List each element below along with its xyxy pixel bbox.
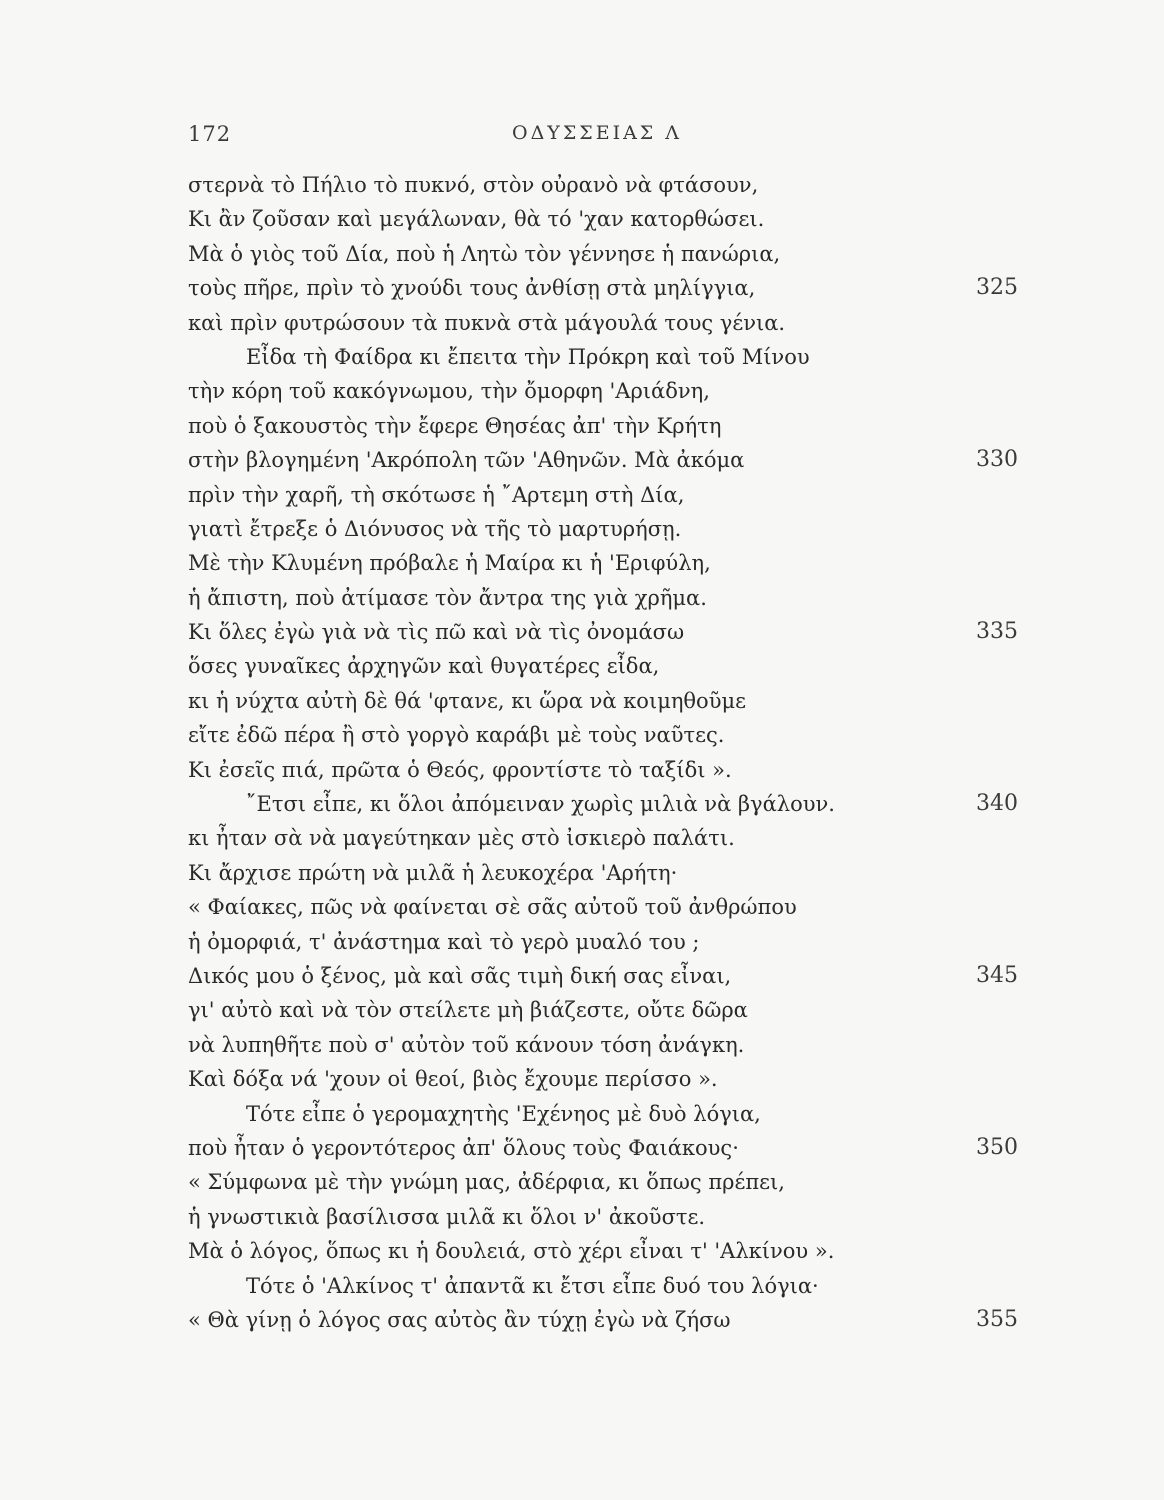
verse-text: γι' αὐτὸ καὶ νὰ τὸν στείλετε μὴ βιάζεστε, οὔτε δῶρα — [188, 998, 748, 1023]
verse-line — [188, 925, 1028, 959]
poem-body — [188, 168, 1028, 1337]
line-number: 340 — [976, 791, 1018, 817]
verse-text: τοὺς πῆρε, πρὶν τὸ χνούδι τους ἀνθίσῃ στὰ μηλίγγια, — [188, 276, 756, 301]
verse-line — [188, 787, 1028, 821]
verse-line — [188, 649, 1028, 683]
verse-line — [188, 1028, 1028, 1062]
verse-text: Εἶδα τὴ Φαίδρα κι ἔπειτα τὴν Πρόκρη καὶ τοῦ Μίνου — [246, 344, 810, 369]
verse-line — [188, 443, 1028, 477]
verse-text: κι ἦταν σὰ νὰ μαγεύτηκαν μὲς στὸ ἰσκιερὸ παλάτι. — [188, 826, 735, 851]
verse-line — [188, 409, 1028, 443]
verse-line — [188, 856, 1028, 890]
verse-line — [188, 1062, 1028, 1096]
verse-text: ἡ γνωστικιὰ βασίλισσα μιλᾶ κι ὅλοι ν' ἀκοῦστε. — [188, 1204, 706, 1229]
verse-line — [188, 1200, 1028, 1234]
verse-line — [188, 271, 1028, 305]
verse-text: ποὺ ὁ ξακουστὸς τὴν ἔφερε Θησέας ἀπ' τὴν Κρήτη — [188, 413, 722, 438]
verse-line — [188, 1234, 1028, 1268]
verse-text: Τότε εἶπε ὁ γερομαχητὴς 'Εχένηος μὲ δυὸ λόγια, — [246, 1101, 761, 1126]
verse-line — [188, 1165, 1028, 1199]
verse-line — [188, 890, 1028, 924]
verse-text: ῎Ετσι εἶπε, κι ὅλοι ἀπόμειναν χωρὶς μιλιὰ νὰ βγάλουν. — [246, 792, 835, 817]
running-title: ΟΔΥΣΣΕΙΑΣ Λ — [512, 122, 682, 144]
verse-text: καὶ πρὶν φυτρώσουν τὰ πυκνὰ στὰ μάγουλά τους γένια. — [188, 310, 786, 335]
verse-text: « Φαίακες, πῶς νὰ φαίνεται σὲ σᾶς αὐτοῦ τοῦ ἀνθρώπου — [188, 895, 797, 920]
verse-text: ποὺ ἦταν ὁ γεροντότερος ἀπ' ὅλους τοὺς Φαιάκους· — [188, 1135, 739, 1160]
verse-line — [188, 753, 1028, 787]
verse-text: Καὶ δόξα νά 'χουν οἱ θεοί, βιὸς ἔχουμε περίσσο ». — [188, 1067, 718, 1092]
verse-text: στὴν βλογημένη 'Ακρόπολη τῶν 'Αθηνῶν. Μὰ ἀκόμα — [188, 448, 745, 473]
verse-line — [188, 959, 1028, 993]
verse-text: Μὰ ὁ λόγος, ὅπως κι ἡ δουλειά, στὸ χέρι εἶναι τ' 'Αλκίνου ». — [188, 1239, 835, 1264]
page-header — [0, 122, 1164, 152]
verse-text: Δικός μου ὁ ξένος, μὰ καὶ σᾶς τιμὴ δική σας εἶναι, — [188, 963, 732, 988]
verse-text: ἡ ὀμορφιά, τ' ἀνάστημα καὶ τὸ γερὸ μυαλό του ; — [188, 929, 700, 954]
verse-line — [188, 1303, 1028, 1337]
verse-line — [188, 237, 1028, 271]
verse-line — [188, 718, 1028, 752]
verse-line — [188, 1131, 1028, 1165]
verse-text: τὴν κόρη τοῦ κακόγνωμου, τὴν ὄμορφη 'Αριάδνη, — [188, 379, 710, 404]
verse-line — [188, 340, 1028, 374]
verse-line — [188, 581, 1028, 615]
verse-line — [188, 478, 1028, 512]
verse-text: Τότε ὁ 'Αλκίνος τ' ἀπαντᾶ κι ἔτσι εἶπε δυό του λόγια· — [246, 1273, 819, 1298]
verse-line — [188, 168, 1028, 202]
verse-text: πρὶν τὴν χαρῆ, τὴ σκότωσε ἡ ῎Αρτεμη στὴ Δία, — [188, 482, 685, 507]
verse-text: « Σύμφωνα μὲ τὴν γνώμη μας, ἀδέρφια, κι ὅπως πρέπει, — [188, 1170, 785, 1195]
verse-text: Μὰ ὁ γιὸς τοῦ Δία, ποὺ ἡ Λητὼ τὸν γέννησε ἡ πανώρια, — [188, 241, 781, 266]
verse-line — [188, 993, 1028, 1027]
verse-text: νὰ λυπηθῆτε ποὺ σ' αὐτὸν τοῦ κάνουν τόση ἀνάγκη. — [188, 1032, 745, 1057]
line-number: 355 — [976, 1306, 1018, 1332]
verse-text: Κι ἄρχισε πρώτη νὰ μιλᾶ ἡ λευκοχέρα 'Αρήτη· — [188, 860, 678, 885]
verse-text: Κι ἐσεῖς πιά, πρῶτα ὁ Θεός, φροντίστε τὸ ταξίδι ». — [188, 757, 732, 782]
verse-text: ἡ ἄπιστη, ποὺ ἀτίμασε τὸν ἄντρα της γιὰ χρῆμα. — [188, 585, 707, 610]
line-number: 330 — [976, 447, 1018, 473]
verse-text: κι ἡ νύχτα αὐτὴ δὲ θά 'φτανε, κι ὥρα νὰ κοιμηθοῦμε — [188, 688, 746, 713]
line-number: 325 — [976, 275, 1018, 301]
verse-line — [188, 821, 1028, 855]
line-number: 335 — [976, 619, 1018, 645]
verse-line — [188, 546, 1028, 580]
verse-text: στερνὰ τὸ Πήλιο τὸ πυκνό, στὸν οὐρανὸ νὰ φτάσουν, — [188, 173, 759, 197]
verse-text: Μὲ τὴν Κλυμένη πρόβαλε ἡ Μαίρα κι ἡ 'Εριφύλη, — [188, 551, 711, 576]
verse-text: εἴτε ἐδῶ πέρα ἢ στὸ γοργὸ καράβι μὲ τοὺς ναῦτες. — [188, 723, 725, 748]
page-number: 172 — [188, 122, 232, 146]
line-number: 345 — [976, 962, 1018, 988]
verse-text: ὅσες γυναῖκες ἀρχηγῶν καὶ θυγατέρες εἶδα, — [188, 654, 660, 679]
verse-line — [188, 306, 1028, 340]
verse-line — [188, 615, 1028, 649]
line-number: 350 — [976, 1134, 1018, 1160]
verse-text: Κι ἂν ζοῦσαν καὶ μεγάλωναν, θὰ τό 'χαν κατορθώσει. — [188, 207, 765, 232]
verse-text: « Θὰ γίνῃ ὁ λόγος σας αὐτὸς ἂν τύχῃ ἐγὼ νὰ ζήσω — [188, 1307, 731, 1332]
verse-line — [188, 1097, 1028, 1131]
verse-line — [188, 202, 1028, 236]
verse-line — [188, 374, 1028, 408]
verse-text: Κι ὅλες ἐγὼ γιὰ νὰ τὶς πῶ καὶ νὰ τὶς ὀνομάσω — [188, 620, 685, 645]
verse-line — [188, 512, 1028, 546]
verse-line — [188, 1269, 1028, 1303]
verse-text: γιατὶ ἔτρεξε ὁ Διόνυσος νὰ τῆς τὸ μαρτυρήσῃ. — [188, 516, 682, 541]
verse-line — [188, 684, 1028, 718]
